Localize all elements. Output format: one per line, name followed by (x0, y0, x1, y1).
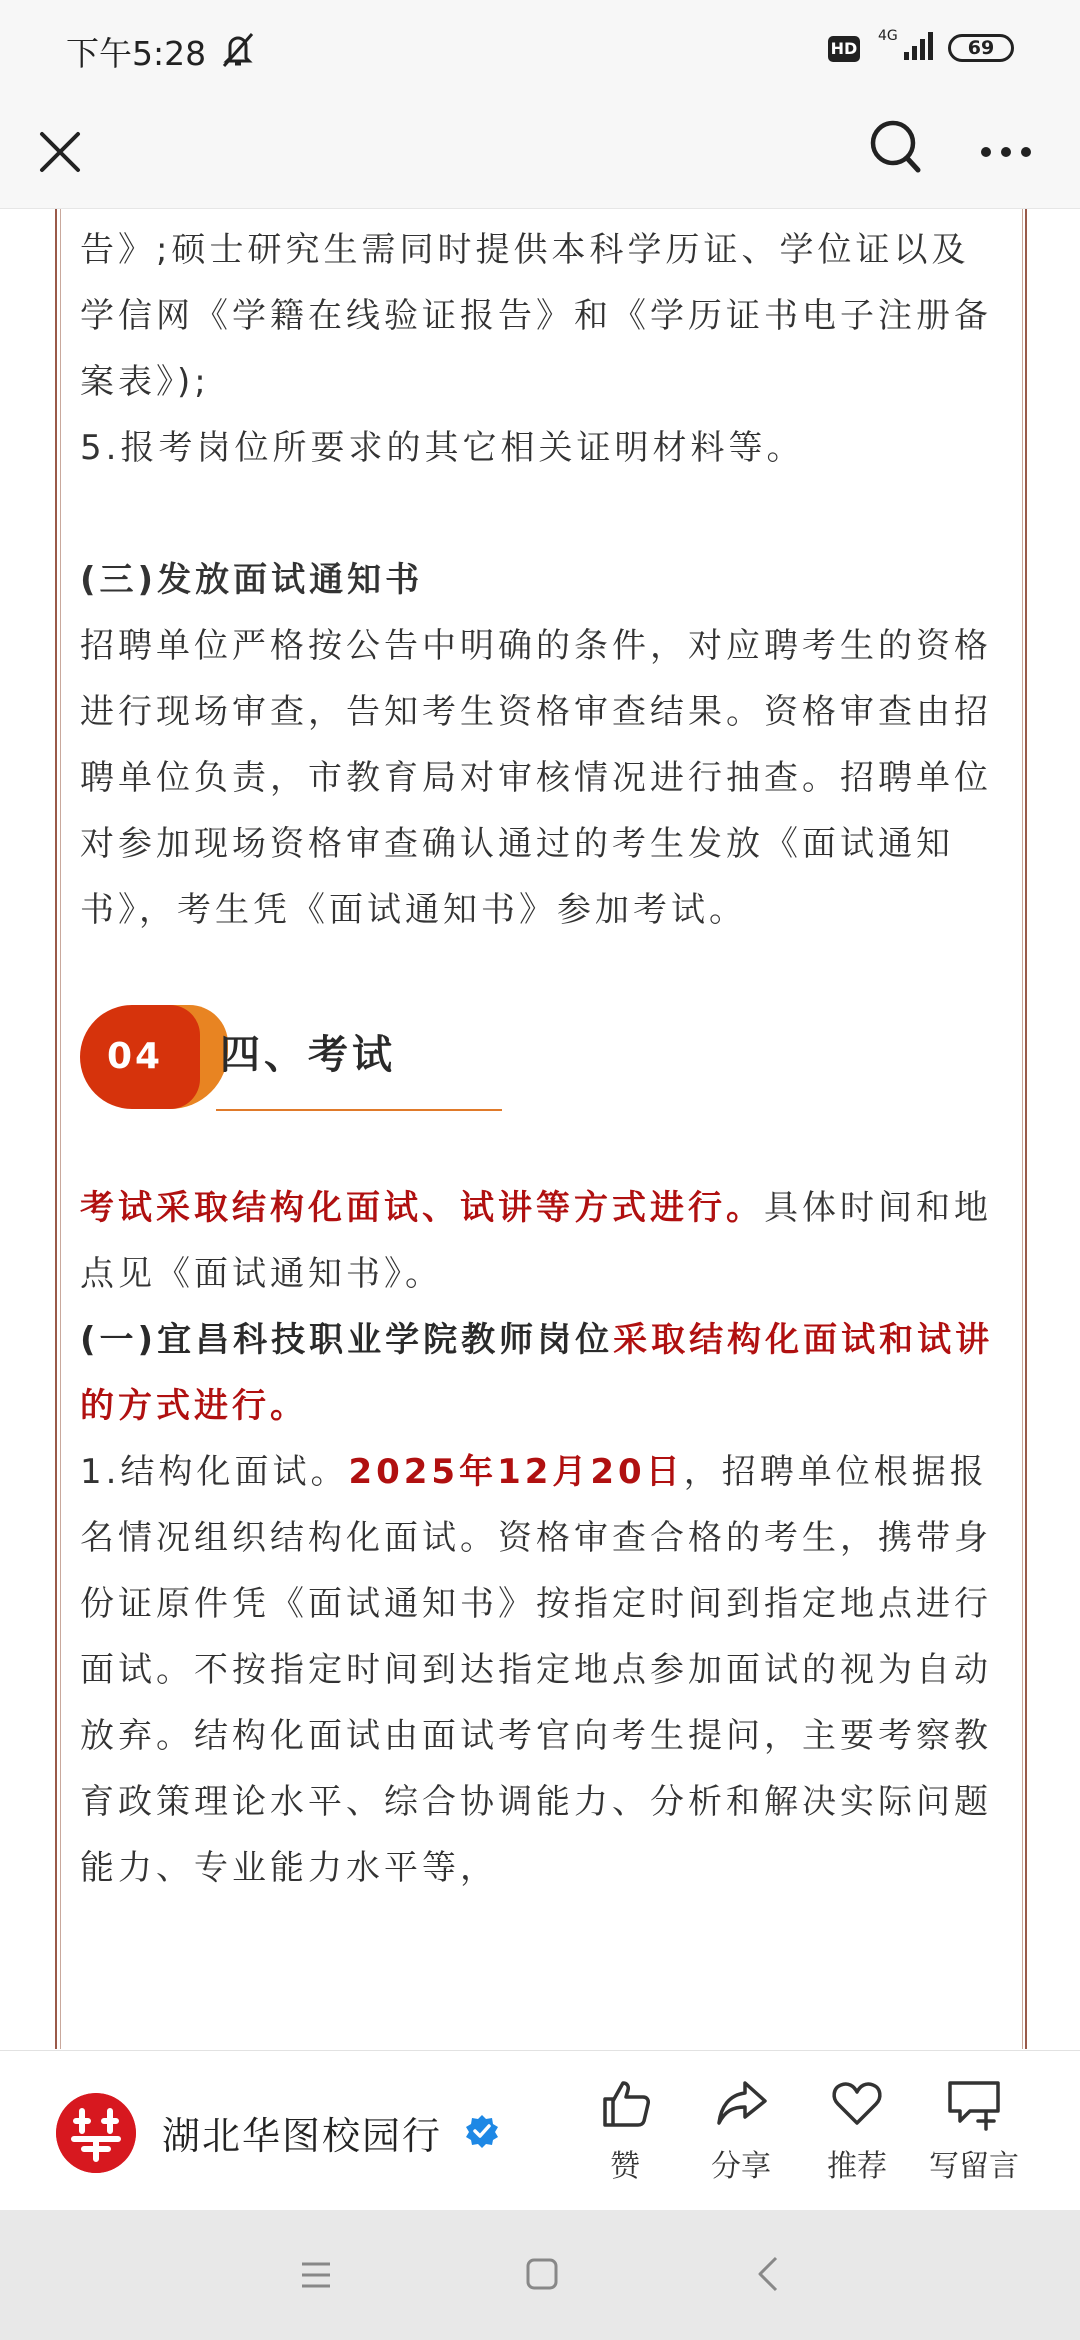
comment-icon (944, 2075, 1004, 2131)
article-content (80, 209, 998, 1901)
heart-icon (829, 2075, 885, 2131)
paragraph (80, 1307, 998, 1439)
paragraph-text: ，招聘单位根据报名情况组织结构化面试。资格审查合格的考生，携带身份证原件凭《面试通知书》按指定时间到指定地点进行面试。不按指定时间到达指定地点参加面试的视为自动放弃。结构化面试由面试考官向考生提问，主要考察教育政策理论水平、综合协调能力、分析和解决实际问题能力、专业能力水平等， (80, 1452, 992, 1888)
paragraph (80, 1175, 998, 1307)
border-rule (1022, 209, 1023, 2049)
like-button[interactable] (570, 2075, 680, 2195)
article-body[interactable] (0, 209, 1080, 2049)
search-icon[interactable] (866, 116, 926, 180)
border-rule (60, 209, 61, 2049)
border-rule (1025, 209, 1027, 2049)
paragraph: 5.报考岗位所要求的其它相关证明材料等。 (80, 428, 805, 468)
close-icon[interactable] (30, 122, 90, 182)
subheading: (三)发放面试通知书 (80, 560, 424, 600)
account-name[interactable]: 湖北华图校园行 (162, 2114, 443, 2158)
bottom-action-bar (0, 2050, 1080, 2211)
clock: 下午5:28 (66, 34, 207, 73)
share-icon (713, 2075, 769, 2131)
like-label: 赞 (610, 2149, 640, 2184)
system-nav-bar (0, 2210, 1080, 2340)
home-icon[interactable] (524, 2256, 560, 2292)
signal-icon (902, 30, 936, 62)
top-navbar (0, 100, 1080, 209)
account-avatar[interactable] (56, 2093, 136, 2173)
status-bar (0, 0, 1080, 100)
back-icon[interactable] (756, 2254, 780, 2294)
recommend-button[interactable] (802, 2075, 912, 2195)
border-rule (55, 209, 57, 2049)
paragraph: 招聘单位严格按公告中明确的条件，对应聘考生的资格进行现场审查，告知考生资格审查结果。资格审查由招聘单位负责，市教育局对审核情况进行抽查。招聘单位对参加现场资格审查确认通过的考生发放《面试通知书》，考生凭《面试通知书》参加考试。 (80, 626, 992, 930)
paragraph-text: 具体时间和地点见《面试通知书》。 (80, 1188, 992, 1294)
recommend-label: 推荐 (827, 2149, 887, 2184)
comment-label: 写留言 (929, 2149, 1019, 2184)
more-icon[interactable] (976, 122, 1036, 182)
verified-badge-icon (464, 2113, 500, 2149)
hd-icon: HD (828, 36, 860, 62)
share-button[interactable] (686, 2075, 796, 2195)
comment-button[interactable] (918, 2075, 1030, 2195)
subheading: (一)宜昌科技职业学院教师岗位 (80, 1320, 614, 1360)
paragraph (80, 1439, 998, 1901)
section-number-badge: 04 (106, 1036, 164, 1077)
paragraph-text: 1.结构化面试。 (80, 1452, 349, 1492)
network-type: 4G (878, 28, 898, 44)
recent-apps-icon[interactable] (298, 2258, 334, 2292)
thumbs-up-icon (597, 2075, 653, 2131)
battery-icon: 69 (948, 34, 1014, 62)
paragraph: 告》;硕士研究生需同时提供本科学历证、学位证以及学信网《学籍在线验证报告》和《学历证书电子注册备案表》); (80, 230, 992, 402)
section-header (80, 983, 998, 1123)
section-underline (216, 1109, 502, 1111)
highlight-text: 采取结构化面试和试讲的方式进行。 (80, 1320, 994, 1426)
share-label: 分享 (711, 2149, 771, 2184)
highlight-date: 2025年12月20日 (348, 1452, 684, 1492)
bell-muted-icon (220, 30, 256, 68)
highlight-text: 考试采取结构化面试、试讲等方式进行。 (80, 1188, 764, 1228)
section-title: 四、考试 (220, 1032, 396, 1078)
